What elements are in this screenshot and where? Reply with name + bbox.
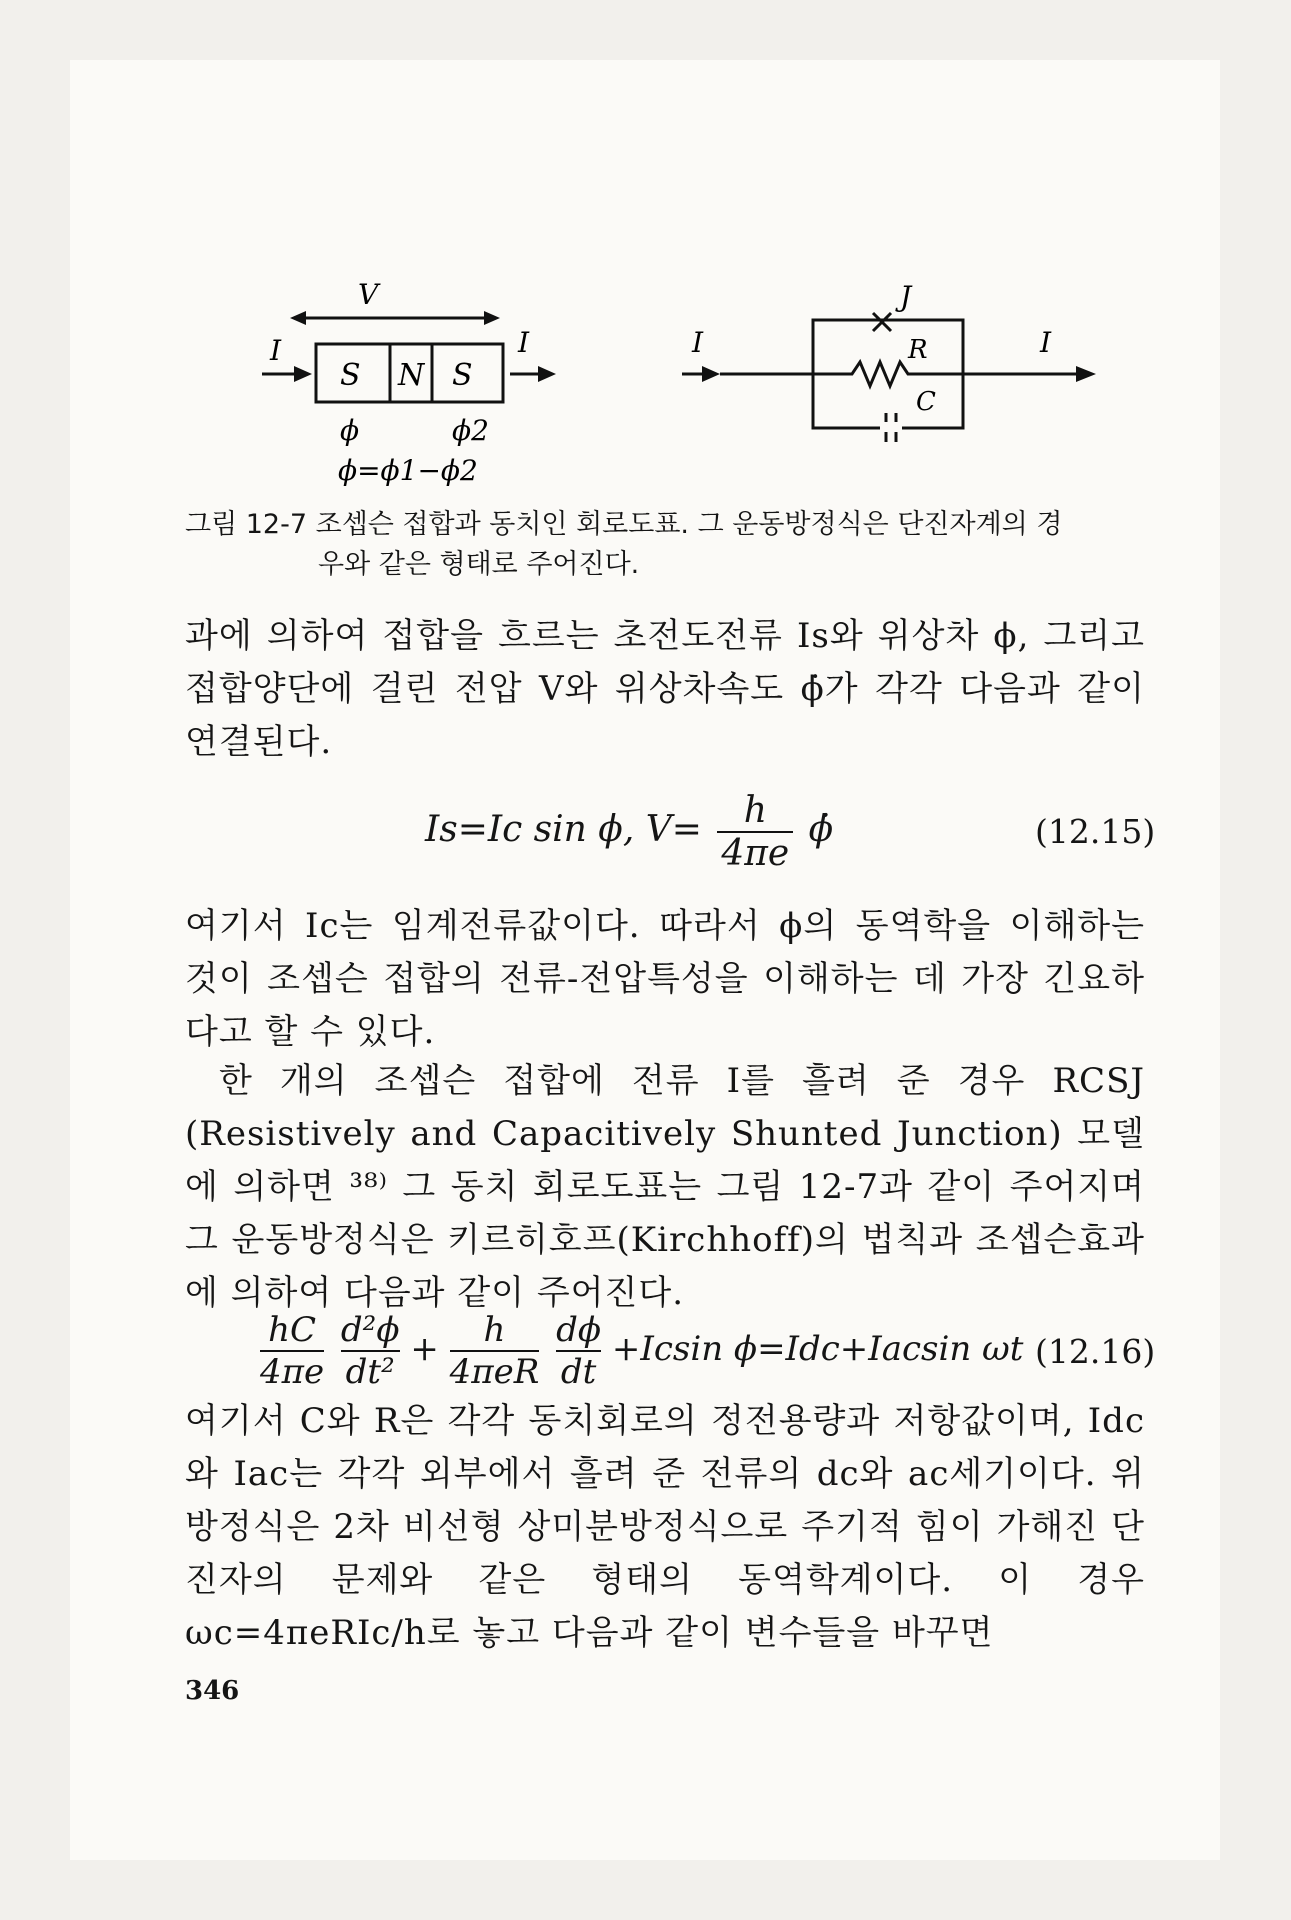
eq2-plus: + [410, 1329, 439, 1369]
phi-left-label: ϕ [340, 414, 360, 447]
paragraph-2 [185, 900, 1145, 1059]
capacitor-label: C [916, 387, 936, 417]
page-number: 346 [185, 1676, 240, 1706]
current-out-label: I [518, 326, 530, 359]
sns-cell-n: N [398, 358, 425, 393]
eq1-frac-num: h [717, 790, 793, 833]
current-in-arrowhead [294, 366, 312, 382]
paragraph-4 [185, 1395, 1145, 1660]
resistor-zigzag [813, 362, 963, 386]
equation-12-15 [425, 790, 833, 874]
eq1-frac-den: 4πe [721, 833, 790, 874]
figure-caption [185, 505, 1145, 585]
junction-label: J [900, 280, 912, 313]
eq2-fraction-1: $\frac{hC}{4\pi e}$ [260, 1310, 325, 1392]
eq2-rest: +Icsin ϕ=Idc+Iacsin ωt [611, 1329, 1024, 1369]
eq2-fraction-3: h 4πeR [449, 1310, 540, 1392]
current-in-label: I [270, 334, 282, 367]
eq2-fraction-2: $\frac{\text{d²ϕ}}{\text{dt²}}$ [340, 1310, 400, 1392]
caption-line-1: 그림 12-7 조셉슨 접합과 동치인 회로도표. 그 운동방정식은 단진자계의 경 [185, 509, 1063, 540]
phase-relation: ϕ=ϕ1−ϕ2 [338, 454, 478, 487]
eq1-lhs: Is=Ic sin ϕ, V= [425, 809, 702, 850]
paragraph-2-text: 여기서 Ic는 임계전류값이다. 따라서 ϕ의 동역학을 이해하는 것이 조셉슨 접합의 전류-전압특성을 이해하는 데 가장 긴요하다고 할 수 있다. [185, 906, 1145, 1052]
eq2-fraction-4: $\frac{d\phi}{dt}$ [556, 1310, 602, 1392]
equation-12-16 [260, 1310, 1023, 1392]
paragraph-3 [185, 1055, 1145, 1320]
paragraph-1-text: 과에 의하여 접합을 흐르는 초전도전류 Is와 위상차 ϕ, 그리고 접합양단에 걸린 전압 V와 위상차속도 ϕ̇가 각각 다음과 같이 연결된다. [185, 616, 1145, 762]
voltage-label: V [358, 278, 379, 311]
voltage-arrow-right-head [484, 311, 500, 325]
resistor-label: R [908, 335, 928, 365]
figure-12-7 [240, 270, 1100, 490]
phi-right-label: ϕ2 [452, 414, 489, 447]
circuit-out-arrowhead [1076, 366, 1096, 382]
paragraph-3-text: 한 개의 조셉슨 접합에 전류 I를 흘려 준 경우 RCSJ (Resistively and Capacitively Shunted Junction) 모델에 의하면 ³⁸⁾ 그 동치 회로도표는 그림 12-7과 같이 주어지며 그 운동방정식은 키르히호프(Kirchhoff)의 법칙과 조셉슨효과에 의하여 다음과 같이 주어진다. [185, 1061, 1145, 1313]
circuit-current-out-label: I [1040, 326, 1052, 359]
eq1-rhs: ϕ̇ [808, 809, 834, 850]
rcsj-circuit-diagram [682, 280, 1096, 442]
eq1-fraction [717, 790, 793, 874]
current-out-arrowhead [538, 366, 556, 382]
equation-number-12-16: (12.16) [1035, 1332, 1156, 1371]
circuit-current-in-label: I [692, 326, 704, 359]
sns-cell-s2: S [452, 358, 473, 393]
caption-line-2: 우와 같은 형태로 주어진다. [318, 549, 640, 580]
equation-number-12-15: (12.15) [1035, 812, 1156, 851]
sns-cell-s1: S [340, 358, 361, 393]
sns-junction-diagram [262, 278, 556, 487]
circuit-in-arrowhead [702, 366, 720, 382]
capacitor-gap [880, 422, 902, 432]
voltage-arrow-left-head [290, 311, 306, 325]
paragraph-1 [185, 610, 1145, 769]
paragraph-4-text: 여기서 C와 R은 각각 동치회로의 정전용량과 저항값이며, Idc와 Iac는 각각 외부에서 흘려 준 전류의 dc와 ac세기이다. 위 방정식은 2차 비선형 상미분방정식으로 주기적 힘이 가해진 단진자의 문제와 같은 형태의 동역학계이다. 이 경우 ωc=4πeRIc/h로 놓고 다음과 같이 변수들을 바꾸면 [185, 1401, 1145, 1653]
